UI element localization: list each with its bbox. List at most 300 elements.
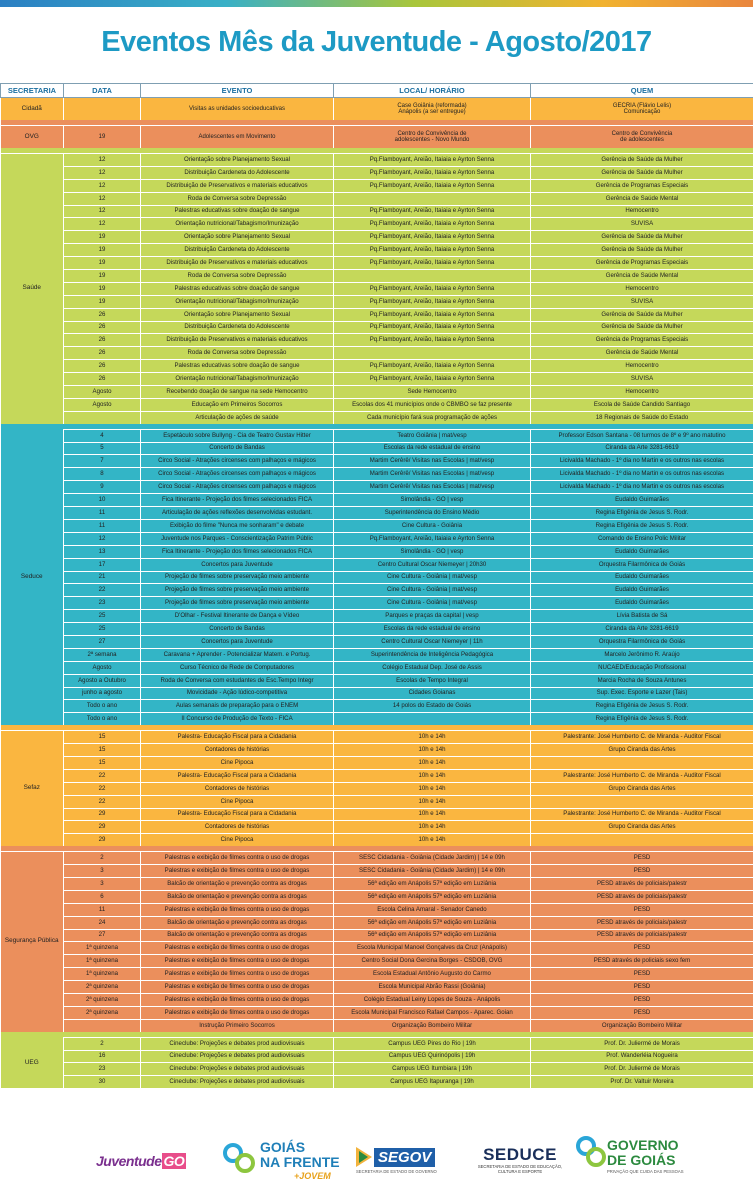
table-row	[1, 769, 753, 782]
data-cell: 11	[64, 903, 141, 916]
quem-cell: Eudaldo Guimarães	[531, 597, 753, 610]
data-cell: 22	[64, 584, 141, 597]
table-row	[1, 700, 753, 713]
goias-na-frente-line2: NA FRENTE	[260, 1154, 340, 1170]
quem-cell: Prof. Wanderléia Nogueira	[531, 1050, 753, 1063]
table-row	[1, 661, 753, 674]
quem-cell: Prof. Dr. Valtuir Moreira	[531, 1076, 753, 1088]
quem-cell: Eudaldo Guimarães	[531, 571, 753, 584]
table-row	[1, 218, 753, 231]
local-cell: Parques e praças da capital | vesp	[334, 610, 531, 623]
secretaria-cell: Saúde	[1, 154, 64, 424]
quem-cell: Grupo Ciranda das Artes	[531, 744, 753, 757]
local-cell: Case Goiânia (reformada) Anápolis (a ser entregue)	[334, 98, 531, 121]
juventude-logo-text: Juventude	[96, 1153, 162, 1169]
evento-cell: Palestras e exibição de filmes contra o uso de drogas	[141, 981, 334, 994]
table-row	[1, 1076, 753, 1088]
local-cell: Pq.Flamboyant, Areião, Itaiaia e Ayrton Senna	[334, 532, 531, 545]
quem-cell: Hemocentro	[531, 282, 753, 295]
data-cell: Agosto	[64, 661, 141, 674]
quem-cell: Gerência de Saúde Mental	[531, 270, 753, 283]
evento-cell: Roda de Conversa sobre Depressão	[141, 347, 334, 360]
evento-cell: Educação em Primeiros Socorros	[141, 398, 334, 411]
header-quem: QUEM	[531, 84, 753, 98]
data-cell: 29	[64, 821, 141, 834]
data-cell: 12	[64, 192, 141, 205]
local-cell	[334, 713, 531, 725]
data-cell	[64, 98, 141, 121]
data-cell: 3	[64, 865, 141, 878]
quem-cell: Grupo Ciranda das Artes	[531, 782, 753, 795]
evento-cell: Distribuição de Preservativos e materiais educativos	[141, 179, 334, 192]
table-row	[1, 442, 753, 455]
quem-cell: Palestrante: José Humberto C. de Miranda - Auditor Fiscal	[531, 769, 753, 782]
table-row	[1, 821, 753, 834]
data-cell: Todo o ano	[64, 713, 141, 725]
quem-cell: Orquestra Filarmônica de Goiás	[531, 635, 753, 648]
local-cell: Escola Celina Amaral - Senador Canedo	[334, 903, 531, 916]
data-cell: 2ª quinzena	[64, 1006, 141, 1019]
data-cell: 29	[64, 834, 141, 846]
quem-cell: PESD através de policiais/palestr	[531, 877, 753, 890]
data-cell: Todo o ano	[64, 700, 141, 713]
evento-cell: Cineclube: Projeções e debates prod audiovisuais	[141, 1063, 334, 1076]
local-cell: Pq.Flamboyant, Areião, Itaiaia e Ayrton Senna	[334, 231, 531, 244]
evento-cell: Orientação nutricional/Tabagismo/Imunização	[141, 295, 334, 308]
local-cell: Pq.Flamboyant, Areião, Itaiaia e Ayrton Senna	[334, 360, 531, 373]
data-cell: 2ª quinzena	[64, 981, 141, 994]
table-row	[1, 334, 753, 347]
quem-cell: PESD	[531, 903, 753, 916]
quem-cell: Escola de Saúde Candido Santiago	[531, 398, 753, 411]
segov-name: SEGOV	[374, 1148, 435, 1167]
local-cell: 14 polos do Estado de Goiás	[334, 700, 531, 713]
table-row	[1, 507, 753, 520]
segov-logo	[356, 1147, 451, 1174]
quem-cell: Regina Efigênia de Jesus S. Rodr.	[531, 507, 753, 520]
local-cell: Centro Cultural Oscar Niemeyer | 20h30	[334, 558, 531, 571]
local-cell: 10h e 14h	[334, 834, 531, 846]
data-cell: 10	[64, 494, 141, 507]
evento-cell: Roda de Conversa com estudantes de Esc.Tempo Integr	[141, 674, 334, 687]
goias-na-frente-tag: +JOVEM	[294, 1171, 331, 1181]
quem-cell: SUVISA	[531, 295, 753, 308]
data-cell: 6	[64, 890, 141, 903]
quem-cell: Gerência de Saúde da Mulher	[531, 321, 753, 334]
local-cell: Centro Cultural Oscar Niemeyer | 11h	[334, 635, 531, 648]
local-cell: Cine Cultura - Goiânia	[334, 519, 531, 532]
evento-cell: Articulação de ações de saúde	[141, 411, 334, 423]
local-cell: Escolas da rede estadual de ensino	[334, 442, 531, 455]
header-evento: EVENTO	[141, 84, 334, 98]
evento-cell: II Concurso de Produção de Texto - FICA	[141, 713, 334, 725]
table-row	[1, 795, 753, 808]
data-cell: 2ª quinzena	[64, 994, 141, 1007]
table-row	[1, 623, 753, 636]
data-cell: 26	[64, 334, 141, 347]
local-cell: Escolas de Tempo Integral	[334, 674, 531, 687]
data-cell: 23	[64, 597, 141, 610]
quem-cell: Gerência de Saúde da Mulher	[531, 231, 753, 244]
local-cell: Cada município fará sua programação de ações	[334, 411, 531, 423]
juventude-logo-go: GO	[163, 1153, 185, 1169]
table-row	[1, 981, 753, 994]
table-row	[1, 98, 753, 121]
quem-cell	[531, 756, 753, 769]
local-cell: 10h e 14h	[334, 769, 531, 782]
local-cell: Pq.Flamboyant, Areião, Itaiaia e Ayrton Senna	[334, 308, 531, 321]
local-cell: Cine Cultura - Goiânia | mat/vesp	[334, 584, 531, 597]
local-cell: Martim Cerêrê/ Visitas nas Escolas | mat/vesp	[334, 481, 531, 494]
quem-cell: Ciranda da Arte 3281-6619	[531, 623, 753, 636]
local-cell	[334, 270, 531, 283]
data-cell: 1ª quinzena	[64, 942, 141, 955]
evento-cell: Movicidade - Ação lúdico-competitiva	[141, 687, 334, 700]
table-row	[1, 126, 753, 149]
local-cell: Martim Cerêrê/ Visitas nas Escolas | mat/vesp	[334, 468, 531, 481]
table-row	[1, 398, 753, 411]
evento-cell: Distribuição de Preservativos e materiais educativos	[141, 257, 334, 270]
quem-cell: Hemocentro	[531, 205, 753, 218]
evento-cell: Palestras e exibição de filmes contra o uso de drogas	[141, 903, 334, 916]
table-row	[1, 386, 753, 399]
data-cell: 15	[64, 731, 141, 744]
table-row	[1, 192, 753, 205]
local-cell: Cine Cultura - Goiânia | mat/vesp	[334, 597, 531, 610]
quem-cell	[531, 834, 753, 846]
evento-cell: Recebendo doação de sangue na sede Hemocentro	[141, 386, 334, 399]
quem-cell: Professor Edson Santana - 08 turmos de 8º e 9º ano matutino	[531, 429, 753, 442]
local-cell: Centro Social Dona Gercina Borges - CSDOB, OVG	[334, 955, 531, 968]
table-row	[1, 154, 753, 167]
governo-goias-line2: DE GOIÁS	[607, 1152, 676, 1168]
quem-cell: PESD	[531, 865, 753, 878]
quem-cell: Marcelo Jerônimo R. Araújo	[531, 648, 753, 661]
evento-cell: Contadores de histórias	[141, 821, 334, 834]
table-row	[1, 674, 753, 687]
local-cell: Pq.Flamboyant, Areião, Itaiaia e Ayrton Senna	[334, 334, 531, 347]
local-cell: 10h e 14h	[334, 795, 531, 808]
data-cell: 25	[64, 623, 141, 636]
evento-cell: Palestra- Educação Fiscal para a Cidadania	[141, 769, 334, 782]
local-cell: Campus UEG Itumbiara | 19h	[334, 1063, 531, 1076]
local-cell: 56ª edição em Anápolis 57ª edição em Luziânia	[334, 916, 531, 929]
local-cell: 10h e 14h	[334, 782, 531, 795]
evento-cell: Distribuição Cardeneta do Adolescente	[141, 166, 334, 179]
segov-flag-icon	[356, 1147, 372, 1167]
secretaria-cell: Cidadã	[1, 98, 64, 121]
evento-cell: Palestra- Educação Fiscal para a Cidadania	[141, 808, 334, 821]
quem-cell: PESD	[531, 942, 753, 955]
table-row	[1, 744, 753, 757]
evento-cell: Contadores de histórias	[141, 782, 334, 795]
table-row	[1, 321, 753, 334]
data-cell: 19	[64, 282, 141, 295]
table-row	[1, 1019, 753, 1031]
local-cell: Escola Estadual Antônio Augusto do Carmo	[334, 968, 531, 981]
data-cell: Agosto	[64, 398, 141, 411]
quem-cell: Gerência de Saúde da Mulher	[531, 308, 753, 321]
evento-cell: Palestras e exibição de filmes contra o uso de drogas	[141, 968, 334, 981]
quem-cell: Prof. Dr. Juliermé de Morais	[531, 1063, 753, 1076]
local-cell: Sede Hemocentro	[334, 386, 531, 399]
table-row	[1, 782, 753, 795]
local-cell: Pq.Flamboyant, Areião, Itaiaia e Ayrton Senna	[334, 373, 531, 386]
local-cell: Escola Municipal Abrão Rassi (Goiânia)	[334, 981, 531, 994]
local-cell: Centro de Convivência de adolescentes - Novo Mundo	[334, 126, 531, 149]
evento-cell: Concerto de Bandas	[141, 442, 334, 455]
evento-cell: Palestras educativas sobre doação de sangue	[141, 282, 334, 295]
quem-cell: Palestrante: José Humberto C. de Miranda - Auditor Fiscal	[531, 731, 753, 744]
evento-cell: Espetáculo sobre Bullyng - Cia de Teatro Gustav Hitter	[141, 429, 334, 442]
local-cell: 10h e 14h	[334, 731, 531, 744]
table-row	[1, 648, 753, 661]
secretaria-cell: Segurança Pública	[1, 852, 64, 1032]
juventude-go-logo	[96, 1153, 186, 1169]
local-cell: Superintendência de Inteligência Pedagógica	[334, 648, 531, 661]
evento-cell: Palestras e exibição de filmes contra o uso de drogas	[141, 994, 334, 1007]
quem-cell: SUVISA	[531, 218, 753, 231]
quem-cell: Comando de Ensino Polic Militar	[531, 532, 753, 545]
secretaria-cell: UEG	[1, 1037, 64, 1088]
local-cell	[334, 192, 531, 205]
header-secretaria: SECRETARIA	[1, 84, 64, 98]
data-cell: 3	[64, 877, 141, 890]
page-title: Eventos Mês da Juventude - Agosto/2017	[101, 26, 652, 58]
table-row	[1, 852, 753, 865]
evento-cell: Distribuição Cardeneta do Adolescente	[141, 244, 334, 257]
local-cell: Campus UEG Itapuranga | 19h	[334, 1076, 531, 1088]
table-row	[1, 308, 753, 321]
evento-cell: Projeção de filmes sobre preservação meio ambiente	[141, 571, 334, 584]
data-cell: Agosto	[64, 386, 141, 399]
evento-cell: Fica Itinerante - Projeção dos filmes selecionados FICA	[141, 545, 334, 558]
table-row	[1, 1063, 753, 1076]
quem-cell: Eudaldo Guimarães	[531, 584, 753, 597]
quem-cell: Licivalda Machado - 1º dia no Martin e os outros nas escolas	[531, 468, 753, 481]
quem-cell: PESD	[531, 994, 753, 1007]
quem-cell	[531, 795, 753, 808]
evento-cell: Cine Pipoca	[141, 756, 334, 769]
data-cell: 26	[64, 347, 141, 360]
evento-cell: Palestras e exibição de filmes contra o uso de drogas	[141, 942, 334, 955]
local-cell: Simolândia - GO | vesp	[334, 545, 531, 558]
goias-na-frente-mark-icon	[222, 1139, 256, 1179]
data-cell: 4	[64, 429, 141, 442]
quem-cell: PESD através de policiais sexo fem	[531, 955, 753, 968]
table-row	[1, 468, 753, 481]
table-row	[1, 731, 753, 744]
quem-cell: Marcia Rocha de Souza Antunes	[531, 674, 753, 687]
local-cell: Escolas dos 41 municípios onde o CBMBO se faz presente	[334, 398, 531, 411]
evento-cell: Projeção de filmes sobre preservação meio ambiente	[141, 584, 334, 597]
table-row	[1, 545, 753, 558]
quem-cell: Gerência de Programas Especiais	[531, 334, 753, 347]
data-cell: 26	[64, 373, 141, 386]
evento-cell: Palestras e exibição de filmes contra o uso de drogas	[141, 1006, 334, 1019]
local-cell: Colégio Estadual Leiny Lopes de Souza - Anápolis	[334, 994, 531, 1007]
evento-cell: Visitas as unidades socioeducativas	[141, 98, 334, 121]
quem-cell: Ciranda da Arte 3281-6619	[531, 442, 753, 455]
quem-cell: 18 Regionais de Saúde do Estado	[531, 411, 753, 423]
evento-cell: Juventude nos Parques - Conscientização Patrim Públic	[141, 532, 334, 545]
quem-cell: Prof. Dr. Juliermé de Morais	[531, 1037, 753, 1050]
local-cell: Escolas da rede estadual de ensino	[334, 623, 531, 636]
data-cell: 15	[64, 756, 141, 769]
quem-cell: PESD através de policiais/palestr	[531, 929, 753, 942]
data-cell: 12	[64, 179, 141, 192]
table-row	[1, 903, 753, 916]
table-row	[1, 166, 753, 179]
evento-cell: Orientação nutricional/Tabagismo/Imunização	[141, 218, 334, 231]
evento-cell: Orientação sobre Planejamento Sexual	[141, 231, 334, 244]
evento-cell: Orientação nutricional/Tabagismo/Imunização	[141, 373, 334, 386]
evento-cell: Balcão de orientação e prevenção contra as drogas	[141, 877, 334, 890]
governo-goias-subtitle: PRIVAÇÃO QUE CUIDA DAS PESSOAS	[607, 1169, 684, 1174]
local-cell: Superintendência do Ensino Médio	[334, 507, 531, 520]
quem-cell: PESD	[531, 852, 753, 865]
table-row	[1, 282, 753, 295]
data-cell: Agosto a Outubro	[64, 674, 141, 687]
local-cell: Cine Cultura - Goiânia | mat/vesp	[334, 571, 531, 584]
local-cell: 56ª edição em Anápolis 57ª edição em Luziânia	[334, 890, 531, 903]
data-cell: 26	[64, 321, 141, 334]
data-cell: junho a agosto	[64, 687, 141, 700]
local-cell: Colégio Estadual Dep. José de Assis	[334, 661, 531, 674]
table-row	[1, 610, 753, 623]
quem-cell: Regina Efigênia de Jesus S. Rodr.	[531, 700, 753, 713]
table-row	[1, 455, 753, 468]
local-cell: Cidades Goianas	[334, 687, 531, 700]
quem-cell: Hemocentro	[531, 360, 753, 373]
evento-cell: Cineclube: Projeções e debates prod audiovisuais	[141, 1076, 334, 1088]
data-cell: 12	[64, 532, 141, 545]
table-row	[1, 558, 753, 571]
secretaria-cell: Seduce	[1, 429, 64, 725]
local-cell: Escola Municipal Manoel Gonçalves da Cruz (Anápolis)	[334, 942, 531, 955]
table-row	[1, 955, 753, 968]
evento-cell: Cineclube: Projeções e debates prod audiovisuais	[141, 1050, 334, 1063]
data-cell: 22	[64, 782, 141, 795]
evento-cell: Exibição do filme "Nunca me sonharam" e debate	[141, 519, 334, 532]
evento-cell: Balcão de orientação e prevenção contra as drogas	[141, 929, 334, 942]
seduce-subtitle: SECRETARIA DE ESTADO DE EDUCAÇÃO, CULTURA E ESPORTE	[477, 1164, 563, 1174]
quem-cell: Lívia Batista de Sá	[531, 610, 753, 623]
local-cell: Organização Bombeiro Militar	[334, 1019, 531, 1031]
data-cell: 27	[64, 635, 141, 648]
evento-cell: Cineclube: Projeções e debates prod audiovisuais	[141, 1037, 334, 1050]
table-row	[1, 429, 753, 442]
evento-cell: Circo Social - Atrações circenses com palhaços e mágicos	[141, 455, 334, 468]
table-header-row	[1, 84, 753, 98]
evento-cell: Distribuição de Preservativos e materiais educativos	[141, 334, 334, 347]
events-table	[0, 83, 753, 1088]
data-cell: 2	[64, 1037, 141, 1050]
evento-cell: Contadores de histórias	[141, 744, 334, 757]
seduce-name: SEDUCE	[483, 1145, 557, 1164]
evento-cell: Concerto de Bandas	[141, 623, 334, 636]
quem-cell: PESD	[531, 1006, 753, 1019]
evento-cell: Cine Pipoca	[141, 795, 334, 808]
data-cell: 19	[64, 270, 141, 283]
evento-cell: Concertos para Juventude	[141, 558, 334, 571]
data-cell: 19	[64, 257, 141, 270]
data-cell: 22	[64, 769, 141, 782]
evento-cell: Circo Social - Atrações circenses com palhaços e mágicos	[141, 481, 334, 494]
table-row	[1, 1050, 753, 1063]
local-cell: Pq.Flamboyant, Areião, Itaiaia e Ayrton Senna	[334, 154, 531, 167]
table-row	[1, 597, 753, 610]
quem-cell: SUVISA	[531, 373, 753, 386]
quem-cell: Gerência de Programas Especiais	[531, 257, 753, 270]
local-cell: Pq.Flamboyant, Areião, Itaiaia e Ayrton Senna	[334, 179, 531, 192]
data-cell	[64, 411, 141, 423]
data-cell: 17	[64, 558, 141, 571]
quem-cell: Gerência de Programas Especiais	[531, 179, 753, 192]
local-cell: 10h e 14h	[334, 808, 531, 821]
table-row	[1, 756, 753, 769]
table-row	[1, 713, 753, 725]
data-cell: 19	[64, 231, 141, 244]
table-row	[1, 890, 753, 903]
quem-cell: Eudaldo Guimarães	[531, 545, 753, 558]
quem-cell: Licivalda Machado - 1º dia no Martin e os outros nas escolas	[531, 455, 753, 468]
data-cell: 27	[64, 929, 141, 942]
table-row	[1, 1006, 753, 1019]
table-row	[1, 532, 753, 545]
header-data: DATA	[64, 84, 141, 98]
local-cell: 10h e 14h	[334, 821, 531, 834]
evento-cell: Orientação sobre Planejamento Sexual	[141, 154, 334, 167]
evento-cell: Palestras e exibição de filmes contra o uso de drogas	[141, 955, 334, 968]
quem-cell: PESD através de policiais/palestr	[531, 890, 753, 903]
local-cell: 56ª edição em Anápolis 57ª edição em Luziânia	[334, 929, 531, 942]
quem-cell: PESD através de policiais/palestr	[531, 916, 753, 929]
data-cell: 7	[64, 455, 141, 468]
evento-cell: Caravana + Aprender - Potencializar Matem. e Portug.	[141, 648, 334, 661]
table-row	[1, 584, 753, 597]
segov-subtitle: SECRETARIA DE ESTADO DE GOVERNO	[356, 1169, 437, 1174]
local-cell: Pq.Flamboyant, Areião, Itaiaia e Ayrton Senna	[334, 321, 531, 334]
header-local: LOCAL/ HORÁRIO	[334, 84, 531, 98]
table-row	[1, 519, 753, 532]
data-cell: 23	[64, 1063, 141, 1076]
evento-cell: Roda de Conversa sobre Depressão	[141, 192, 334, 205]
evento-cell: Palestra- Educação Fiscal para a Cidadania	[141, 731, 334, 744]
local-cell: Pq.Flamboyant, Areião, Itaiaia e Ayrton Senna	[334, 205, 531, 218]
evento-cell: Palestras e exibição de filmes contra o uso de drogas	[141, 865, 334, 878]
quem-cell: Gerência de Saúde da Mulher	[531, 166, 753, 179]
evento-cell: Instrução Primeiro Socorros	[141, 1019, 334, 1031]
evento-cell: Projeção de filmes sobre preservação meio ambiente	[141, 597, 334, 610]
quem-cell: Gerência de Saúde Mental	[531, 192, 753, 205]
secretaria-cell: OVG	[1, 126, 64, 149]
table-row	[1, 373, 753, 386]
quem-cell: Centro de Convivência de adolescentes	[531, 126, 753, 149]
quem-cell: Orquestra Filarmônica de Goiás	[531, 558, 753, 571]
evento-cell: Fica Itinerante - Projeção dos filmes selecionados FICA	[141, 494, 334, 507]
data-cell: 2ª semana	[64, 648, 141, 661]
local-cell: 10h e 14h	[334, 756, 531, 769]
quem-cell: GECRIA (Flávio Lelis) Comunicação	[531, 98, 753, 121]
data-cell: 22	[64, 795, 141, 808]
data-cell: 21	[64, 571, 141, 584]
local-cell: Pq.Flamboyant, Areião, Itaiaia e Ayrton Senna	[334, 218, 531, 231]
table-row	[1, 877, 753, 890]
footer-logos	[0, 1113, 753, 1200]
data-cell: 19	[64, 126, 141, 149]
local-cell: Escola Municipal Francisco Rafael Campos - Aparec. Goian	[334, 1006, 531, 1019]
